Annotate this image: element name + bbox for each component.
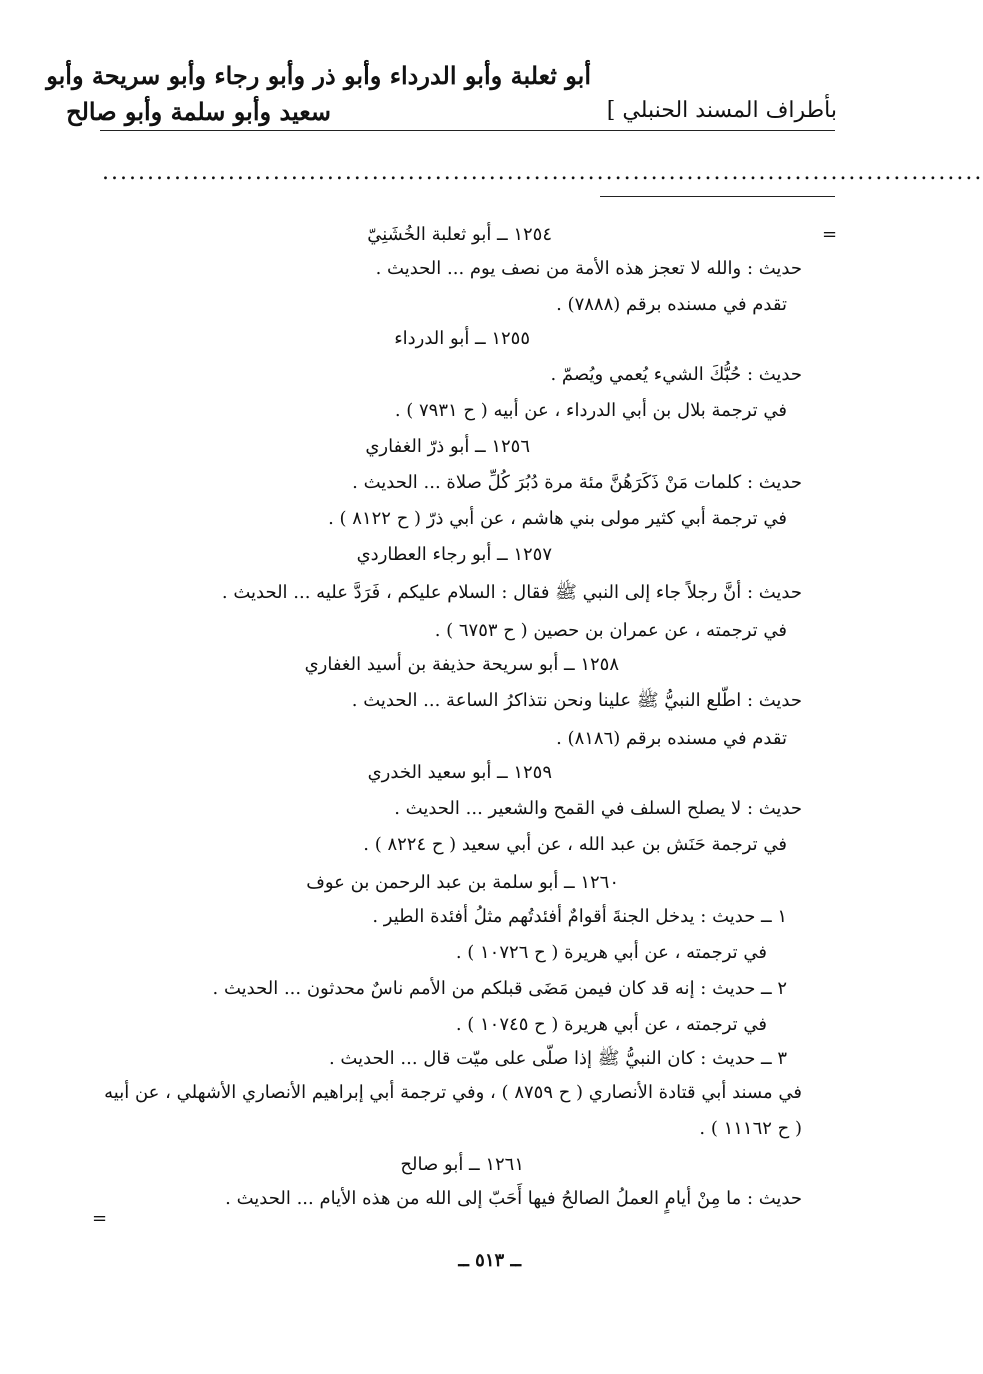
section-heading: ١٢٦٠ ــ أبو سلمة بن عبد الرحمن بن عوف xyxy=(306,872,619,893)
section-heading: ١٢٥٥ ــ أبو الدرداء xyxy=(394,328,530,349)
header-rule xyxy=(100,130,835,131)
section-heading: ١٢٥٦ ــ أبو ذرّ الغفاري xyxy=(365,436,530,457)
hadith-line: ٢ ــ حديث : إنه قد كان فيمن مَضَى قبلكم من الأمم ناسٌ محدثون ... الحديث . xyxy=(212,978,787,999)
hadith-line: حديث : ما مِنْ أيامٍ العملُ الصالحُ فيها أَحَبّ إلى الله من هذه الأيام ... الحديث . xyxy=(225,1188,802,1209)
reference-line: في ترجمة حَنَش بن عبد الله ، عن أبي سعيد ( ح ٨٢٢٤ ) . xyxy=(363,834,787,855)
reference-line: في ترجمته ، عن أبي هريرة ( ح ١٠٧٢٦ ) . xyxy=(455,942,767,963)
hadith-line: حديث : حُبُّكَ الشيء يُعمي ويُصمّ . xyxy=(550,364,802,385)
margin-mark-top: = xyxy=(822,224,838,245)
short-rule xyxy=(600,196,835,197)
running-title-line-1: أبو ثعلبة وأبو الدرداء وأبو ذر وأبو رجاء وأبو سريحة وأبو xyxy=(46,61,591,90)
section-heading: ١٢٦١ ــ أبو صالح xyxy=(400,1154,524,1175)
section-heading: ١٢٥٧ ــ أبو رجاء العطاردي xyxy=(356,544,552,565)
hadith-line: حديث : اطّلع النبيُّ ﷺ علينا ونحن نتذاكرُ الساعة ... الحديث . xyxy=(351,690,802,711)
reference-line: في ترجمته ، عن أبي هريرة ( ح ١٠٧٤٥ ) . xyxy=(455,1014,767,1035)
hadith-line: ١ ــ حديث : يدخل الجنةَ أقوامٌ أفئدتُهم مثلُ أفئدة الطير . xyxy=(372,906,787,927)
book-title: بأطراف المسند الحنبلي ] xyxy=(606,98,837,123)
hadith-line: ٣ ــ حديث : كان النبيُّ ﷺ إذا صلّى على ميّت قال ... الحديث . xyxy=(328,1048,787,1069)
hadith-line: حديث : كلمات مَنْ ذَكَرَهُنَّ مئة مرة دُبُرَ كُلِّ صلاة ... الحديث . xyxy=(352,472,802,493)
hadith-line: حديث : والله لا تعجز هذه الأمة من نصف يوم ... الحديث . xyxy=(375,258,802,279)
reference-line: تقدم في مسنده برقم (٨١٨٦) . xyxy=(556,728,787,749)
reference-line: في ترجمة أبي كثير مولى بني هاشم ، عن أبي ذرّ ( ح ٨١٢٢ ) . xyxy=(328,508,787,529)
running-title-line-2: سعيد وأبو سلمة وأبو صالح xyxy=(66,97,331,126)
page-number: ــ ٥١٣ ــ xyxy=(458,1250,521,1271)
margin-mark-bottom: = xyxy=(92,1208,108,1229)
reference-line: في ترجمة بلال بن أبي الدرداء ، عن أبيه ( ح ٧٩٣١ ) . xyxy=(394,400,787,421)
section-heading: ١٢٥٩ ــ أبو سعيد الخدري xyxy=(367,762,552,783)
hadith-line: حديث : أنَّ رجلاً جاء إلى النبي ﷺ فقال : السلام عليكم ، فَرَدَّ عليه ... الحديث . xyxy=(221,582,802,603)
hadith-line: حديث : لا يصلح السلف في القمح والشعير ... الحديث . xyxy=(394,798,802,819)
reference-line: في مسند أبي قتادة الأنصاري ( ح ٨٧٥٩ ) ، وفي ترجمة أبي إبراهيم الأنصاري الأشهلي ، عن أبيه xyxy=(104,1082,802,1103)
reference-line: ( ح ١١١٦٢ ) . xyxy=(699,1118,802,1139)
reference-line: تقدم في مسنده برقم (٧٨٨٨) . xyxy=(556,294,787,315)
reference-line: في ترجمته ، عن عمران بن حصين ( ح ٦٧٥٣ ) . xyxy=(434,620,787,641)
dotted-separator: .................................................................................................. xyxy=(102,160,983,185)
section-heading: ١٢٥٤ ــ أبو ثعلبة الخُشَنِيّ xyxy=(367,224,552,245)
section-heading: ١٢٥٨ ــ أبو سريحة حذيفة بن أسيد الغفاري xyxy=(304,654,619,675)
